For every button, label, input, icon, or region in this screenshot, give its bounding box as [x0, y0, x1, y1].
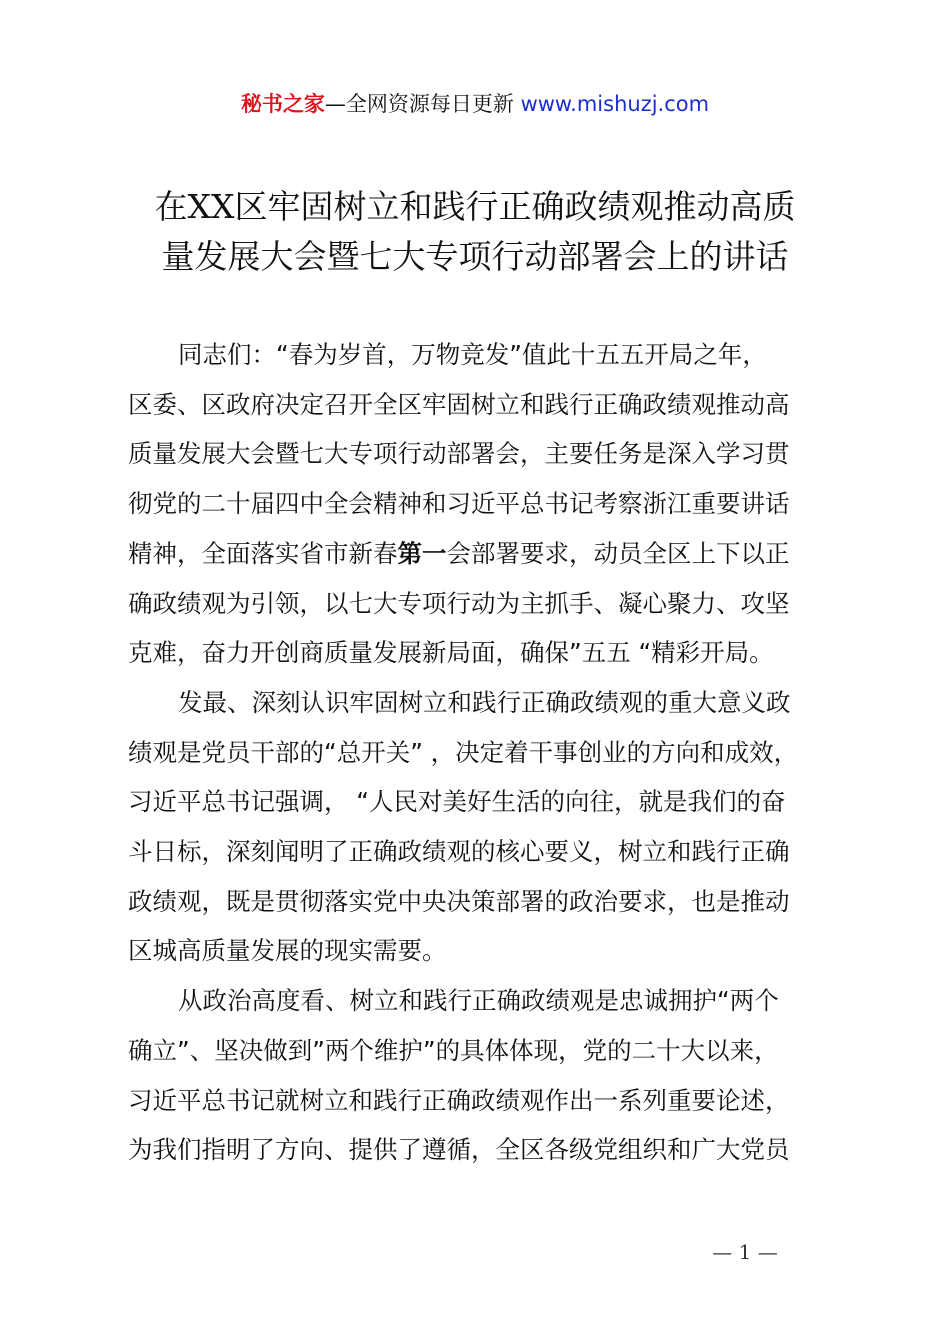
site-banner [0, 88, 950, 118]
body-line: 确政绩观为引领，以七大专项行动为主抓手、凝心聚力、攻坚 [128, 588, 790, 618]
body-line: 为我们指明了方向、提供了遵循，全区各级党组织和广大党员 [128, 1135, 790, 1165]
body-line: 区城高质量发展的现实需要。 [128, 936, 447, 966]
body-line: 确立”、坚决做到”两个维护”的具体体现，党的二十大以来， [128, 1035, 779, 1065]
body-line: 发最、深刻认识牢固树立和践行正确政绩观的重大意义政 [178, 687, 791, 717]
page-number: — 1 — [712, 1240, 778, 1264]
body-line: 习近平总书记就树立和践行正确政绩观作出一系列重要论述， [128, 1085, 790, 1115]
text-run: 精神，全面落实省市新春 [128, 538, 398, 568]
body-line: 克难，奋力开创商质量发展新局面，确保”五五 “精彩开局。 [128, 638, 774, 668]
banner-tagline: —全网资源每日更新 [324, 92, 521, 116]
body-line: 绩观是党员干部的“总开关” ，决定着干事创业的方向和成效， [128, 737, 799, 767]
document-title [0, 182, 950, 282]
body-line [128, 529, 858, 579]
body-line: 同志们：“春为岁首，万物竞发”值此十五五开局之年， [178, 340, 767, 369]
body-line: 斗日标，深刻闻明了正确政绩观的核心要义，树立和践行正确 [128, 837, 790, 867]
title-line: 量发展大会暨七大专项行动部署会上的讲话 [161, 237, 789, 276]
body-line: 质量发展大会暨七大专项行动部署会，主要任务是深入学习贯 [128, 439, 790, 469]
bold-text-run: 第一 [397, 538, 447, 568]
site-url[interactable]: www.mishuzj.com [520, 92, 710, 116]
body-line: 政绩观，既是贯彻落实党中央决策部署的政治要求，也是推动 [128, 886, 790, 916]
text-run: 会部署要求，动员全区上下以正 [446, 538, 790, 568]
brand-name: 秘书之家 [240, 92, 325, 116]
document-body [128, 330, 858, 1175]
title-line: 在XX区牢固树立和践行正确政绩观推动高质 [154, 187, 796, 226]
body-line: 彻党的二十届四中全会精神和习近平总书记考察浙江重要讲话 [128, 489, 790, 519]
body-line: 区委、区政府决定召开全区牢固树立和践行正确政绩观推动高 [128, 389, 790, 419]
body-line: 习近平总书记强调， “人民对美好生活的向往，就是我们的奋 [128, 787, 786, 817]
body-line: 从政治高度看、树立和践行正确政绩观是忠诚拥护“两个 [178, 986, 779, 1016]
